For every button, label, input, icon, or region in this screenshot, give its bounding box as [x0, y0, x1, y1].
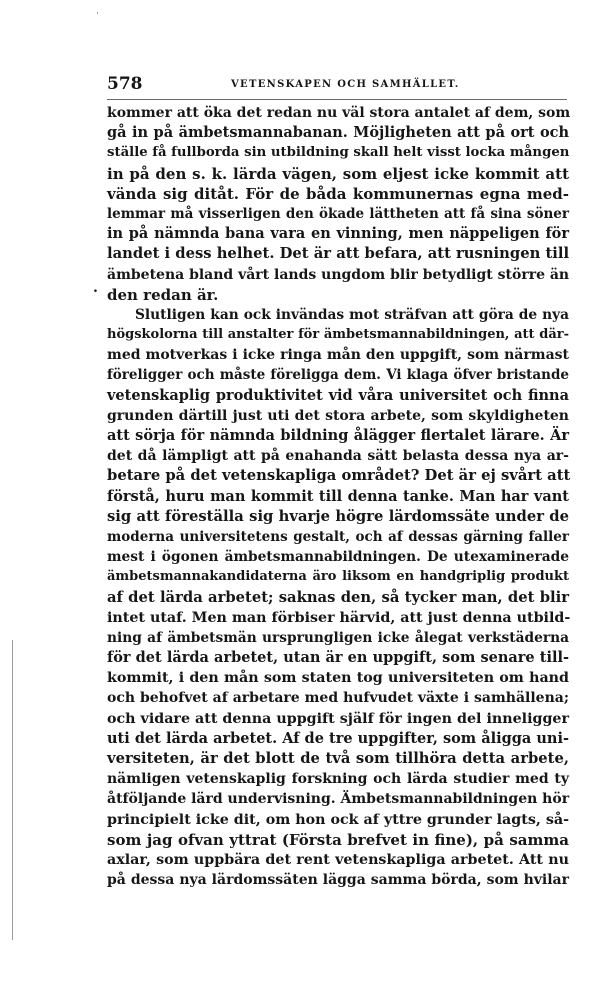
- text-line: ämbetsmannakandidaterna äro liksom en handgriplig produkt: [107, 569, 569, 585]
- text-line: betare på det vetenskapliga området? Det är ej svårt att: [107, 467, 571, 485]
- text-line: af det lärda arbetet; saknas den, så tycker man, det blir: [107, 588, 569, 606]
- text-line: ställe få fullborda sin utbildning skall helt visst locka mången: [107, 145, 570, 161]
- text-line: intet utaf. Men man förbiser härvid, att just denna utbild-: [107, 609, 571, 626]
- text-line: med motverkas i icke ringa mån den uppgift, som närmast: [107, 347, 569, 364]
- text-line: in på nämnda bana vara en vinning, men näppeligen för: [107, 225, 569, 243]
- text-line: som jag ofvan yttrat (Första brefvet in fine), på samma: [107, 830, 569, 849]
- text-line: sig att föreställa sig hvarje högre lärdomssäte under de: [107, 507, 569, 525]
- body-text: [107, 103, 569, 890]
- text-line: och vidare att denna uppgift själf för ingen del inneligger: [107, 710, 569, 727]
- text-line: det då lämpligt att på enahanda sätt belasta dessa nya ar-: [107, 448, 569, 465]
- text-line: högskolorna till anstalter för ämbetsmannabildningen, att där-: [107, 327, 569, 343]
- text-line: förstå, huru man kommit till denna tanke. Man har vant: [107, 487, 569, 505]
- text-line: på dessa nya lärdomssäten lägga samma börda, som hvilar: [107, 872, 569, 889]
- text-line: åtföljande lärd undervisning. Ämbetsmannabildningen hör: [107, 791, 570, 808]
- text-line: föreligger och måste föreligga dem. Vi klaga öfver bristande: [107, 367, 569, 384]
- text-line: in på den s. k. lärda vägen, som eljest icke kommit att: [107, 164, 569, 183]
- text-line: moderna universitetens gestalt, och af dessas gärning faller: [107, 528, 569, 545]
- text-line: nämligen vetenskaplig forskning och lärda studier med ty: [107, 771, 569, 788]
- text-line: axlar, som uppbära det rent vetenskapliga arbetet. Att nu: [107, 851, 569, 868]
- text-line: kommer att öka det redan nu väl stora antalet af dem, som: [107, 105, 571, 121]
- text-line: principielt icke dit, om hon ock af yttre grunder lagts, så-: [107, 811, 569, 828]
- text-line: ning af ämbetsmän ursprungligen icke ålegat verkstäderna: [107, 629, 569, 646]
- text-line: versiteten, är det blott de två som tillhöra detta arbete,: [107, 750, 569, 767]
- text-line: lemmar må visserligen den ökade lättheten att få sina söner: [107, 205, 569, 222]
- text-line: Slutligen kan ock invändas mot sträfvan att göra de nya: [135, 306, 569, 323]
- text-line: för det lärda arbetet, utan är en uppgift, som senare till-: [107, 649, 569, 667]
- text-line: den redan är.: [107, 285, 219, 304]
- text-line: att sörja för nämnda bildning ålägger flertalet lärare. Är: [107, 427, 569, 444]
- header-rule: [107, 99, 567, 100]
- text-line: grunden därtill just uti det stora arbete, som skyldigheten: [107, 407, 569, 424]
- text-line: ämbetena bland vårt lands ungdom blir betydligt större än: [107, 266, 570, 283]
- running-title: VETENSKAPEN OCH SAMHÄLLET.: [231, 79, 460, 90]
- text-line: gå in på ämbetsmannabanan. Möjligheten att på ort och: [107, 124, 569, 142]
- text-line: mest i ögonen ämbetsmannabildningen. De utexaminerade: [107, 549, 569, 566]
- text-line: och behofvet af arbetare med hufvudet växte i samhällena;: [107, 690, 569, 707]
- page-header: [107, 72, 568, 98]
- text-line: landet i dess helhet. Det är att befara, att rusningen till: [107, 245, 570, 263]
- text-line: uti det lärda arbetet. Af de tre uppgifter, som åligga uni-: [107, 729, 569, 747]
- text-line: vetenskaplig produktivitet vid våra universitet och finna: [107, 386, 569, 404]
- paragraph-1: [107, 103, 569, 305]
- margin-mark: .: [93, 280, 98, 296]
- text-line: vända sig ditåt. För de båda kommunernas egna med-: [107, 184, 569, 203]
- top-edge-speck: [97, 12, 98, 14]
- left-edge-mark: [12, 640, 13, 940]
- paragraph-2: [107, 305, 569, 890]
- text-line: kommit, i den mån som staten tog universiteten om hand: [107, 670, 569, 687]
- page-number: 578: [107, 74, 143, 94]
